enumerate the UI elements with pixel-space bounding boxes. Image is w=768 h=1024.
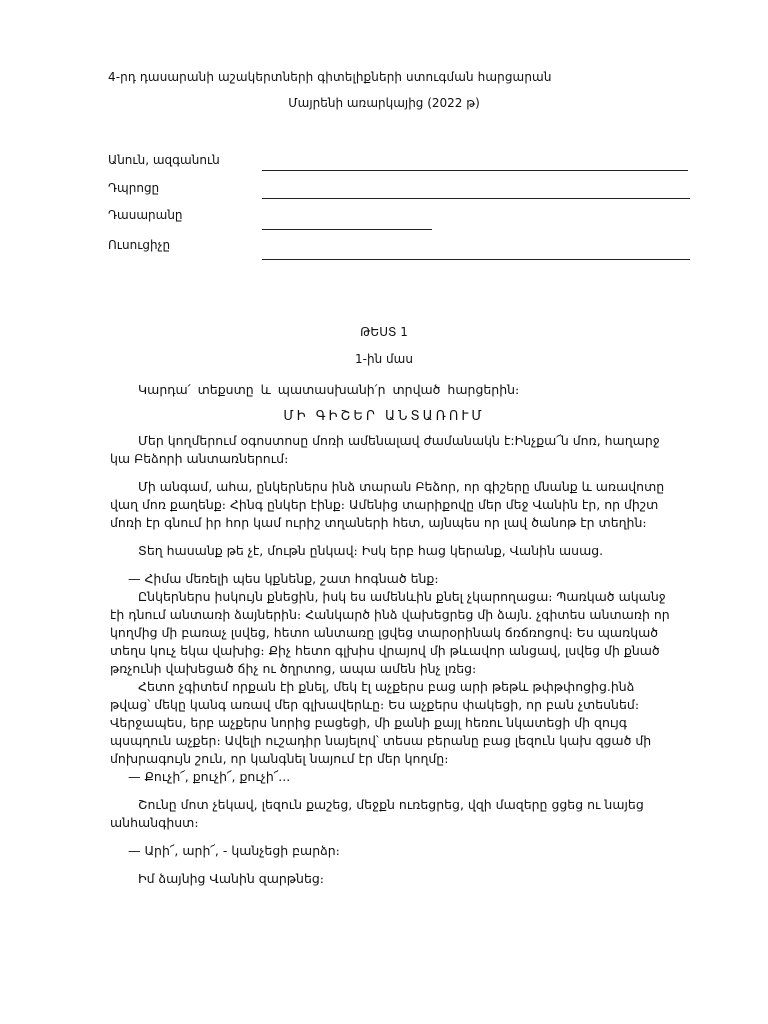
test-title: ԹԵՍՏ 1	[360, 325, 408, 339]
teacher-label: Ուսուցիչը	[108, 238, 171, 252]
name-field-line[interactable]	[262, 170, 688, 171]
story-title: ՄԻ ԳԻՇԵՐ ԱՆՏԱՌՈՒՄ	[283, 409, 485, 424]
paragraph: Հետո չգիտեմ որքան էի քնել, մեկ էլ աչքերս բաց արի թեթև թփթփոցից.ինձ թվաց՝ մեկը կանգ առավ մեր գլխավերևը։ Ես աչքերս փակեցի, որ բան չտեսնեմ։ Վերջապես, երբ աչքերս նորից բացեցի, մի քանի քայլ հեռու նկատեցի մի զույգ պսպղուն աչքեր։ Ավելի ուշադիր նայելով՝ տեսա բերանը բաց լեզուն կախ զցած մի մոխրագույն շուն, որ կանգնել նայում էր մեր կողմը։	[110, 679, 652, 766]
paragraph: Շունը մոտ չեկավ, լեզուն քաշեց, մեջքն ուռեցրեց, վզի մազերը ցցեց ու նայեց անհանգիստ։	[110, 797, 644, 830]
paragraph: Տեղ հասանք թե չէ, մութն ընկավ։ Իսկ երբ հաց կերանք, Վանին ասաց.	[138, 543, 604, 558]
paragraph: Մի անգամ, ահա, ընկերներս ինձ տարան Բեձոր, որ գիշերը մնանք և առավոտը վաղ մոռ քաղենք։ Հինգ ընկեր էինք։ Ամենից տարիքովը մեր մեջ Վանին էր, որ միշտ մոռի էր գնում իր հոր կամ ուրիշ տղաների հետ, այնպես որ լավ ծանոթ էր տեղին։	[110, 479, 665, 530]
instruction: Կարդա՛ տեքստը և պատասխանի՛ր տրված հարցերին։	[138, 382, 520, 397]
school-label: Դպրոցը	[108, 181, 160, 195]
class-label: Դասարանը	[108, 208, 183, 222]
school-field-line[interactable]	[262, 198, 690, 199]
header-subtitle: Մայրենի առարկայից (2022 թ)	[288, 96, 480, 110]
header-title: 4-րդ դասարանի աշակերտների գիտելիքների ստուգման հարցարան	[108, 70, 552, 84]
teacher-field-line[interactable]	[262, 259, 690, 260]
dialogue-line: — Հիմա մեռելի պես կքնենք, շատ հոգնած ենք։	[128, 571, 439, 586]
class-field-line[interactable]	[262, 229, 432, 230]
name-label: Անուն, ազգանուն	[108, 153, 220, 167]
dialogue-line: — Արի՜, արի՜, - կանչեցի բարձր։	[128, 843, 340, 858]
paragraph: Իմ ձայնից Վանին զարթնեց։	[138, 871, 325, 886]
part-title: 1-ին մաս	[355, 352, 413, 366]
paragraph: Մեր կողմերում օգոստոսը մոռի ամենալավ ժամանակն է:Ինչքա՜ն մոռ, հաղարջ կա Բեձորի անտառներում։	[110, 433, 660, 466]
paragraph: Ընկերներս իսկույն քնեցին, իսկ ես ամենևին քնել չկարողացա։ Պառկած ականջ էի դնում անտառի ձայներին։ Հանկարծ ինձ վախեցրեց մի ձայն. չգիտես անտառի որ կողմից մի բառաչ լսվեց, հետո անտառը լցվեց տարօրինակ ճռճռոցով։ Ես պառկած տեղս կուչ եկա վախից։ Քիչ հետո գլխիս վրայով մի թևավոր անցավ, լսվեց մի քնած թռչունի վախեցած ճիչ ու ծղրտոց, ապա ամեն ինչ լռեց։	[110, 589, 670, 676]
story-text	[110, 432, 670, 888]
dialogue-line: — Քուչի՜, քուչի՜, քուչի՜...	[128, 769, 291, 784]
